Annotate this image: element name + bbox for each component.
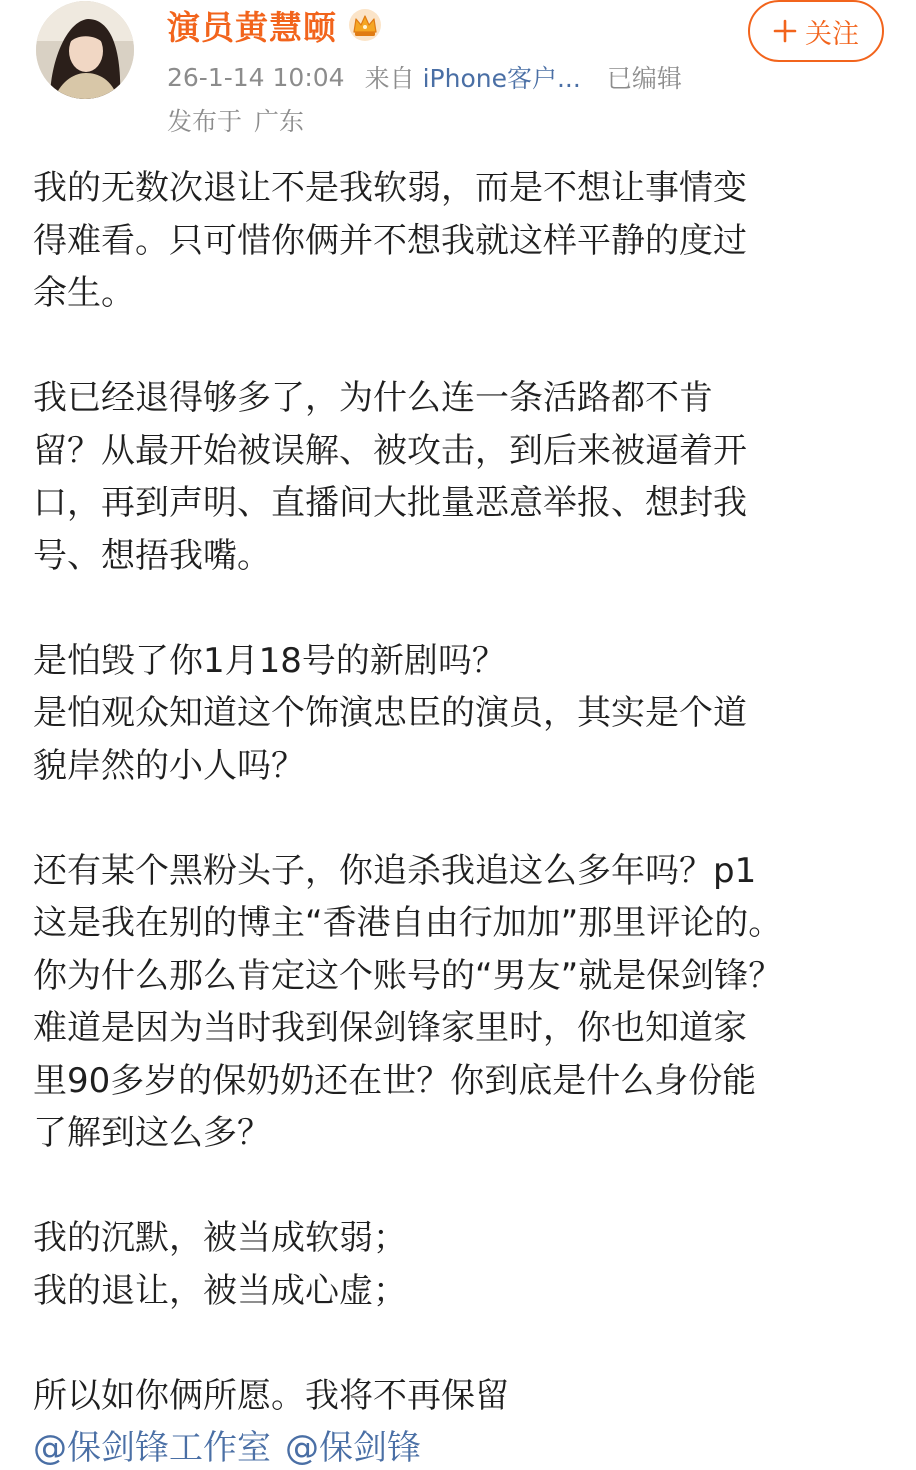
post-paragraph [33,162,883,320]
post-text-line: 我的退让，被当成心虚； [33,1270,407,1311]
post-text-line: 我的无数次退让不是我软弱，而是不想让事情变 [33,168,747,208]
post-text-line: 口，再到声明、直播间大批量恶意举报、想封我 [33,483,747,523]
name-row [167,2,383,48]
follow-label: 关注 [805,18,859,50]
avatar-image [36,1,134,99]
avatar[interactable] [36,1,134,99]
post-text-line: 所以如你俩所愿。我将不再保留 [33,1375,509,1416]
post-text-line: 号、想捂我嘴。 [33,535,271,576]
post-text-line: 你为什么那么肯定这个账号的“男友”就是保剑锋？ [33,955,783,996]
post-paragraph [33,845,883,1160]
user-name[interactable]: 演员黄慧颐 [167,7,337,47]
mention-link[interactable]: @保剑锋 [285,1428,421,1468]
post-text-line: 我的沉默，被当成软弱； [33,1218,407,1258]
post-source[interactable]: iPhone客户... [422,64,581,93]
post-text-line: 我已经退得够多了，为什么连一条活路都不肯 [33,378,713,418]
post-time: 26-1-14 10:04 [167,62,345,92]
edited-label[interactable]: 已编辑 [606,64,682,93]
mentions-line [33,1422,883,1470]
plus-icon [773,19,797,43]
post-paragraph [33,372,883,582]
post-text-line: 得难看。只可惜你俩并不想我就这样平静的度过 [33,220,747,261]
follow-button[interactable] [748,0,884,62]
source-prefix: 来自 [364,64,415,93]
location-name: 广东 [254,107,305,136]
post-text-line: 是怕毁了你1月18号的新剧吗？ [33,640,506,681]
crown-icon [347,8,383,42]
post-paragraph [33,635,883,793]
post-text-line: 难道是因为当时我到保剑锋家里时，你也知道家 [33,1008,747,1048]
post-text-line: 还有某个黑粉头子，你追杀我追这么多年吗？p1 [33,850,757,891]
post-text-line: 是怕观众知道这个饰演忠臣的演员，其实是个道 [33,693,747,733]
post-text-line: 余生。 [33,273,135,313]
post-text-line: 里90多岁的保奶奶还在世？你到底是什么身份能 [33,1060,757,1101]
post-location [167,100,304,140]
post-paragraph [33,1370,883,1470]
post-text-line: 了解到这么多？ [33,1113,271,1153]
post-text-line: 貌岸然的小人吗？ [33,745,305,786]
post-body [33,162,883,1470]
post-meta [167,57,682,97]
location-prefix: 发布于 [167,107,243,136]
post-header [0,0,916,150]
post-text-line: 留？从最开始被误解、被攻击，到后来被逼着开 [33,430,747,471]
post-paragraph [33,1212,883,1317]
post-text-line: 这是我在别的博主“香港自由行加加”那里评论的。 [33,903,783,943]
mention-link[interactable]: @保剑锋工作室 [33,1428,271,1468]
